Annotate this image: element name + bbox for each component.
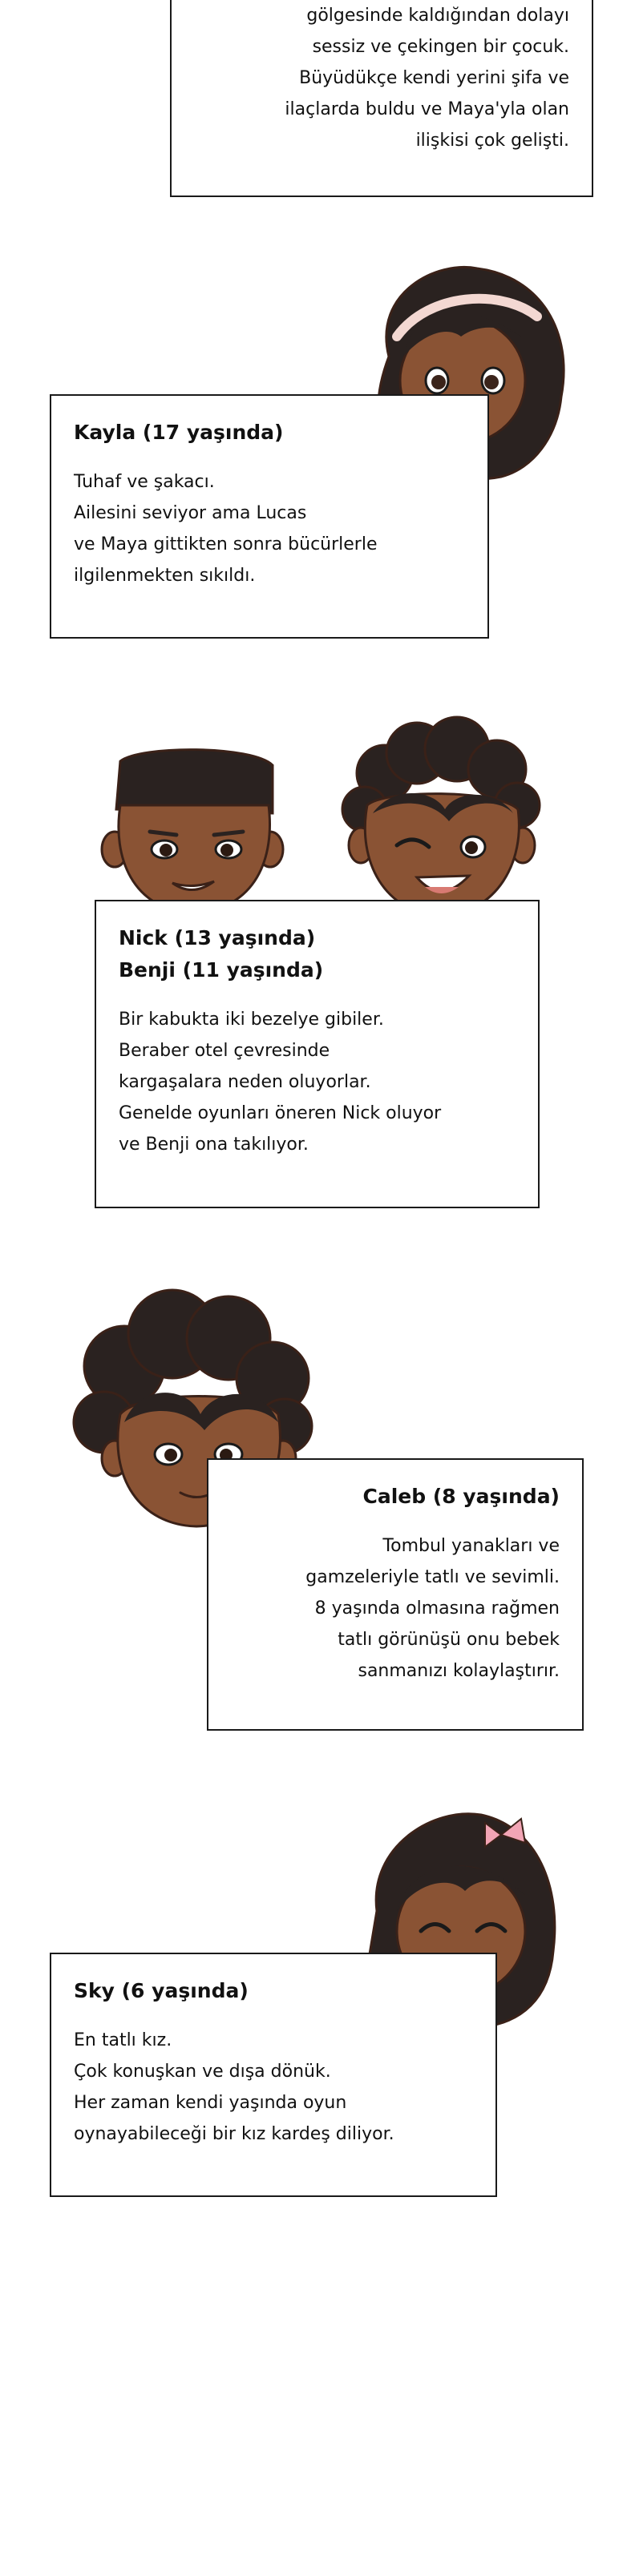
- caleb-description-box: [207, 1458, 584, 1731]
- description-line: ilgilenmekten sıkıldı.: [74, 566, 256, 586]
- character-description: [231, 1530, 560, 1687]
- intro-line: sessiz ve çekingen bir çocuk.: [312, 37, 569, 57]
- description-line: Her zaman kendi yaşında oyun: [74, 2093, 347, 2113]
- character-name: Sky (6 yaşında): [74, 1979, 249, 2002]
- description-line: Tombul yanakları ve: [382, 1536, 560, 1556]
- character-description: [74, 2025, 473, 2150]
- description-line: 8 yaşında olmasına rağmen: [314, 1598, 560, 1619]
- intro-line: ilaçlarda buldu ve Maya'yla olan: [285, 99, 569, 119]
- character-description: [119, 1004, 516, 1160]
- character-name: Nick (13 yaşında): [119, 926, 316, 949]
- intro-description-box: [170, 0, 593, 197]
- description-line: Çok konuşkan ve dışa dönük.: [74, 2062, 331, 2082]
- description-line: tatlı görünüşü onu bebek: [338, 1630, 560, 1650]
- benji-portrait: [337, 709, 545, 929]
- nick-benji-description-box: [95, 900, 540, 1208]
- description-line: oynayabileceği bir kız kardeş diliyor.: [74, 2124, 394, 2144]
- description-line: ve Benji ona takılıyor.: [119, 1135, 309, 1155]
- intro-line: gölgesinde kaldığından dolayı: [306, 6, 569, 26]
- description-line: ve Maya gittikten sonra bücürlerle: [74, 534, 378, 554]
- description-line: kargaşalara neden oluyorlar.: [119, 1072, 371, 1092]
- description-line: Genelde oyunları öneren Nick oluyor: [119, 1103, 442, 1123]
- description-line: sanmanızı kolaylaştırır.: [358, 1661, 560, 1681]
- description-line: Bir kabukta iki bezelye gibiler.: [119, 1010, 384, 1030]
- sky-description-box: [50, 1953, 497, 2197]
- kayla-description-box: [50, 394, 489, 639]
- character-description: [74, 466, 465, 591]
- character-name: Caleb (8 yaşında): [362, 1485, 560, 1508]
- description-line: En tatlı kız.: [74, 2030, 172, 2050]
- description-line: Ailesini seviyor ama Lucas: [74, 503, 307, 523]
- character-name: Benji (11 yaşında): [119, 958, 324, 982]
- description-line: gamzeleriyle tatlı ve sevimli.: [305, 1567, 560, 1587]
- intro-line: Büyüdükçe kendi yerini şifa ve: [299, 68, 569, 88]
- description-line: Tuhaf ve şakacı.: [74, 472, 215, 492]
- description-line: Beraber otel çevresinde: [119, 1041, 330, 1061]
- intro-line: ilişkisi çok gelişti.: [415, 131, 569, 151]
- character-name: Kayla (17 yaşında): [74, 421, 284, 444]
